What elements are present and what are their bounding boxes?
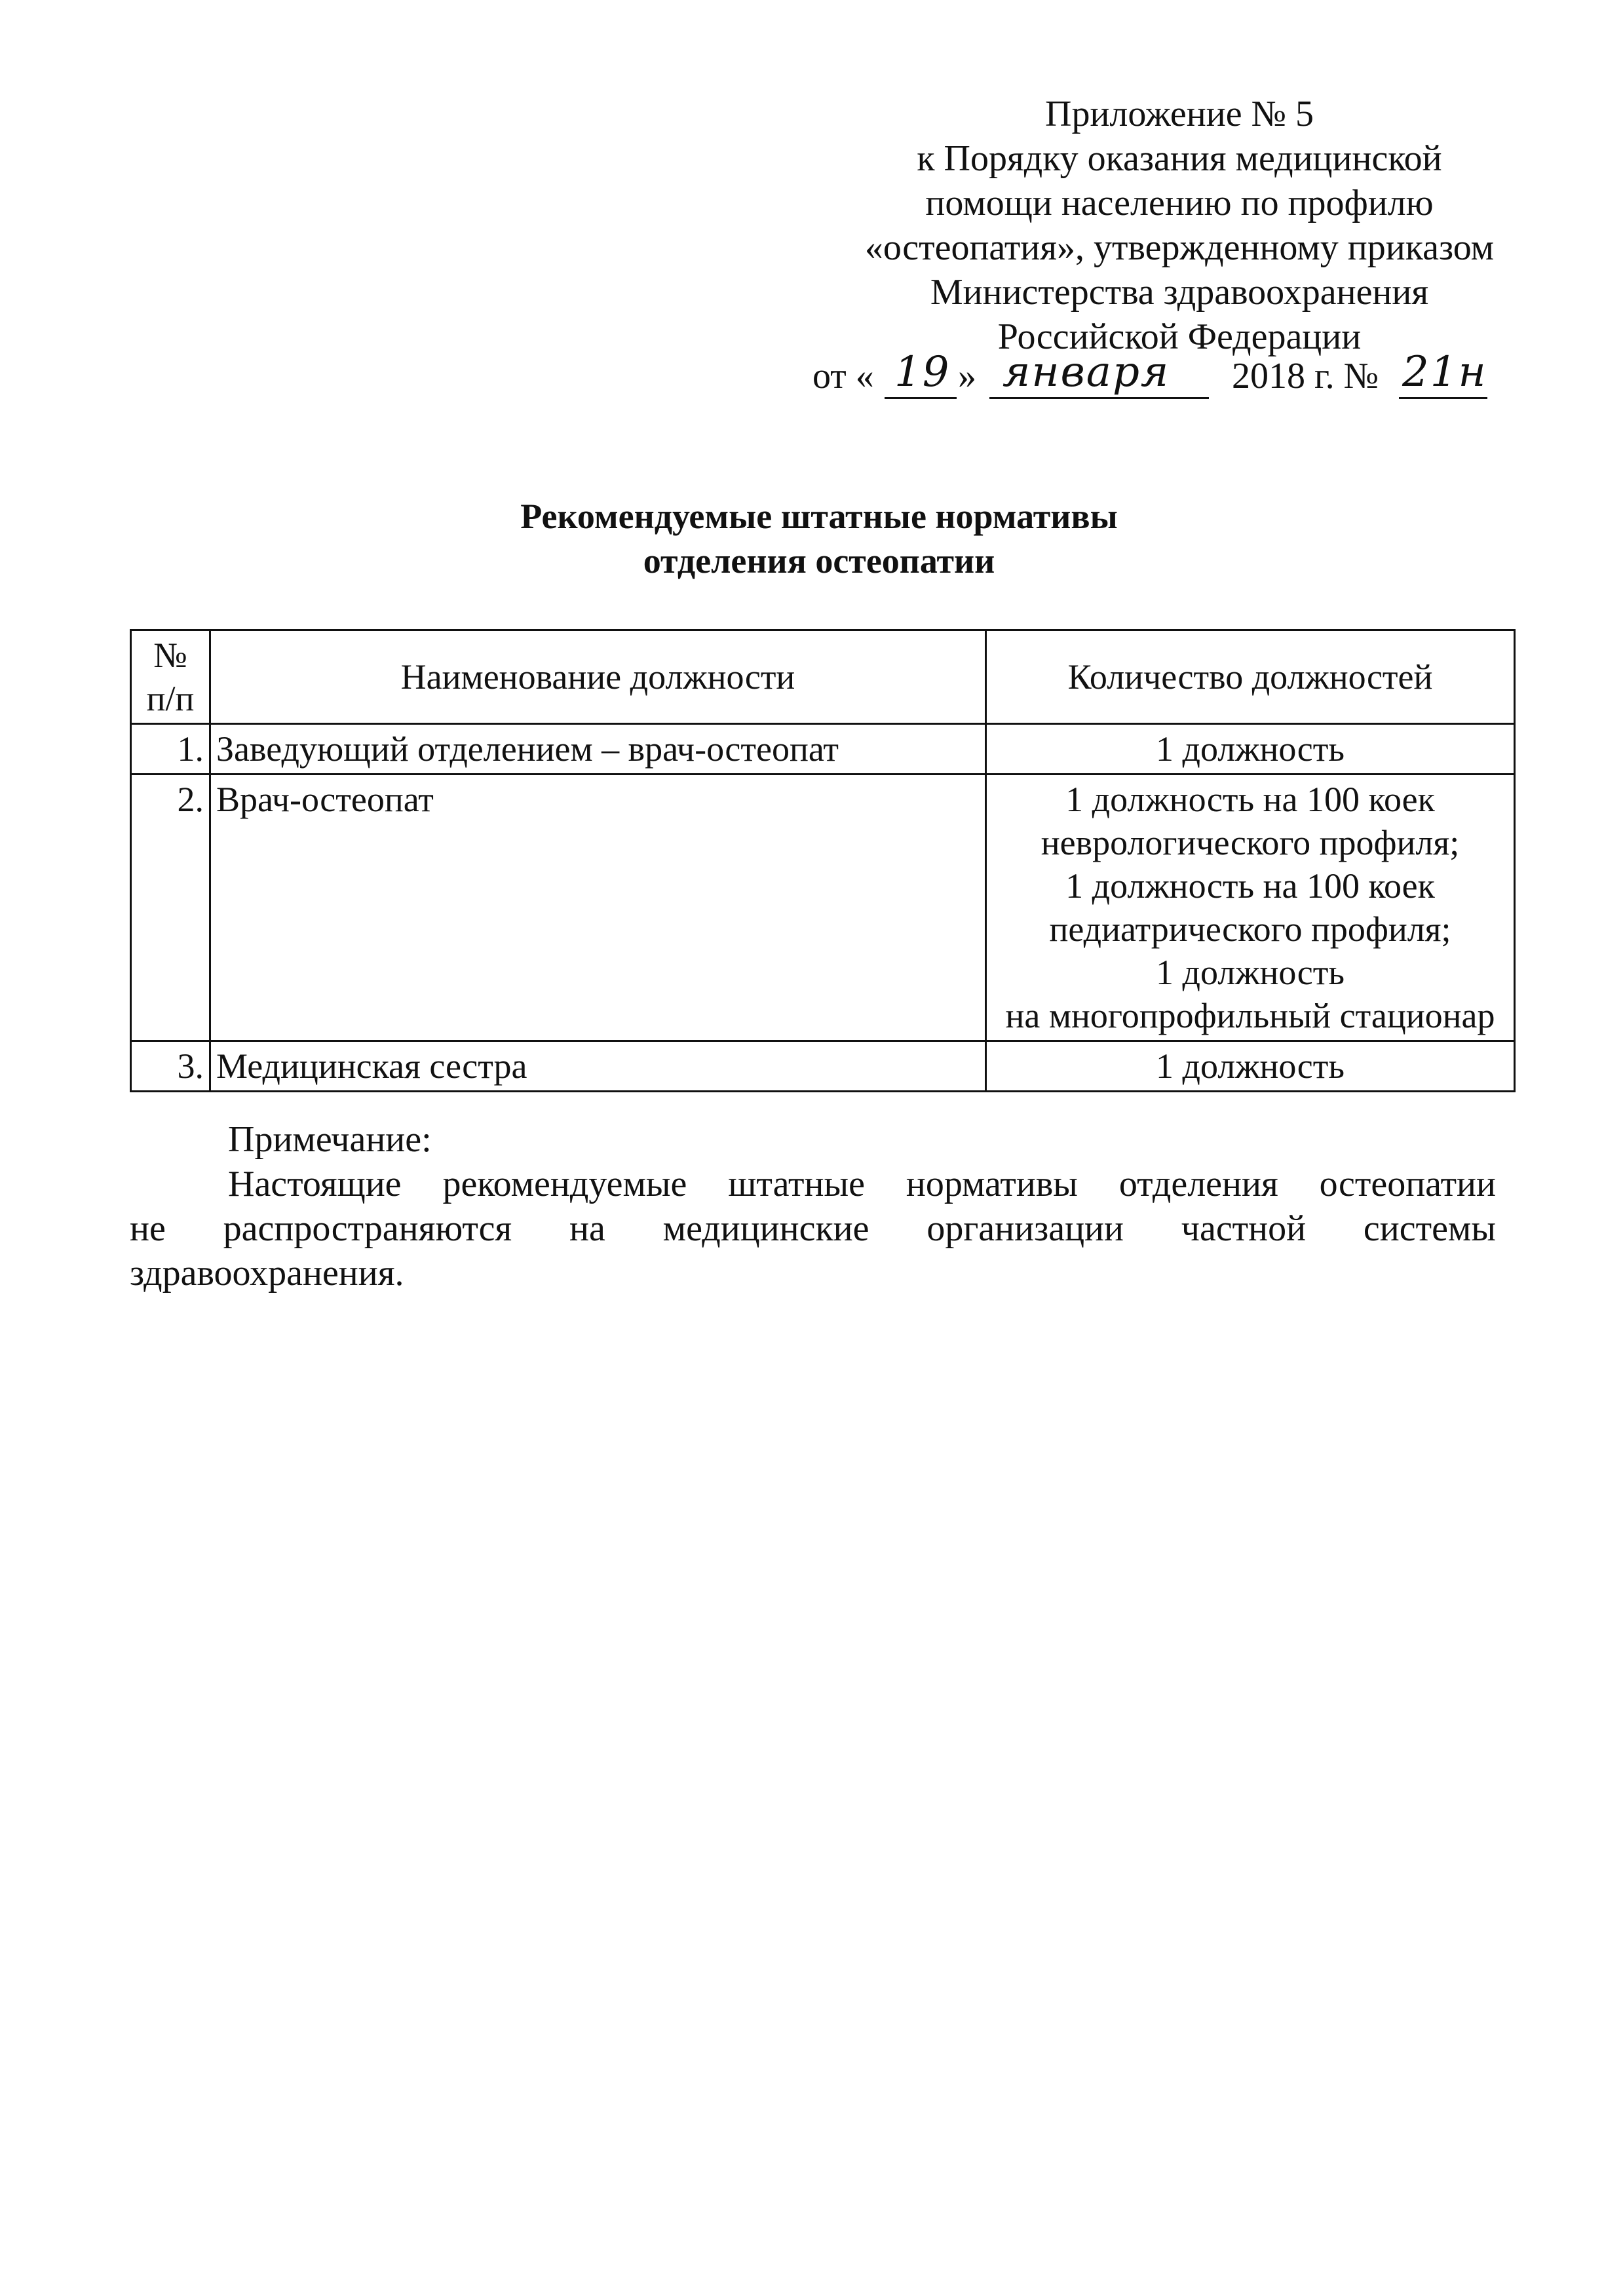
note-text-line-2: не распространяются на медицинские организации частной системы [130,1208,1496,1249]
header-position-name: Наименование должности [210,630,986,724]
count-line: неврологического профиля; [1041,823,1460,862]
table-row [131,775,1515,1041]
count-line: 1 должность на 100 коек [1065,780,1435,819]
note-label: Примечание: [228,1119,432,1160]
month-underline [989,397,1209,399]
day-underline [885,397,957,399]
row-position-count [986,775,1515,1041]
row-position-name: Заведующий отделением – врач-остеопат [210,724,986,775]
staffing-table [130,629,1516,1092]
row-position-name: Врач-остеопат [210,775,986,1041]
order-date-line [812,348,1559,413]
header-position-count: Количество должностей [986,630,1515,724]
header-line-1: Приложение № 5 [1045,94,1314,134]
count-line: 1 должность [1156,953,1345,992]
number-underline [1399,397,1487,399]
header-line-4: «остеопатия», утвержденному приказом [864,227,1495,268]
count-line: на многопрофильный стационар [1005,996,1495,1035]
row-position-count: 1 должность [986,1041,1515,1092]
count-line: педиатрического профиля; [1049,909,1451,949]
row-num: 1. [131,724,210,775]
header-line-2: к Порядку оказания медицинской [917,138,1442,179]
table-row [131,1041,1515,1092]
handwritten-day: 19 [894,348,951,396]
handwritten-month: января [1002,348,1170,396]
document-title-line-2: отделения остеопатии [643,541,995,581]
header-line-3: помощи населению по профилю [925,183,1434,223]
table-header-row [131,630,1515,724]
row-position-name: Медицинская сестра [210,1041,986,1092]
year-and-number-label: 2018 г. № [1232,356,1379,396]
handwritten-order-number: 21н [1402,348,1487,396]
note-text-line-3: здравоохранения. [130,1253,404,1293]
row-num: 3. [131,1041,210,1092]
header-line-6: Российской Федерации [997,316,1362,357]
header-line-5: Министерства здравоохранения [930,272,1429,313]
header-num: № п/п [131,630,210,724]
row-position-count: 1 должность [986,724,1515,775]
table-row [131,724,1515,775]
row-num: 2. [131,775,210,1041]
date-quote-close: » [958,356,976,396]
note-text-line-1: Настоящие рекомендуемые штатные нормативы отделения остеопатии [228,1164,1496,1204]
document-title-line-1: Рекомендуемые штатные нормативы [520,497,1118,536]
date-prefix: от « [812,356,874,396]
count-line: 1 должность на 100 коек [1065,866,1435,906]
